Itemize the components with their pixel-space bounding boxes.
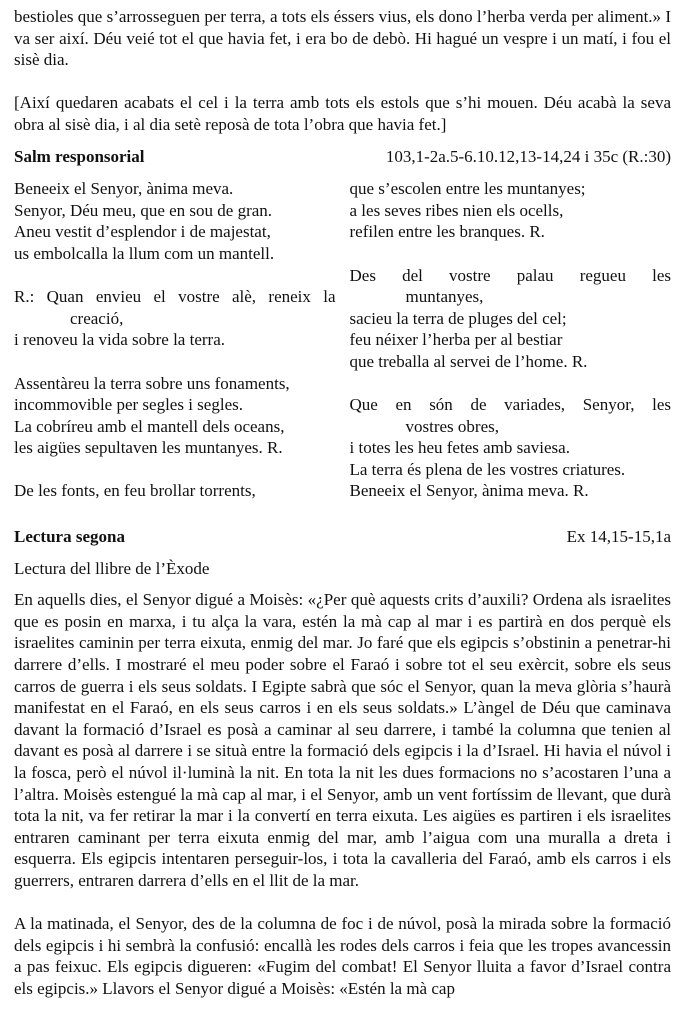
second-reading-paragraph: En aquells dies, el Senyor digué a Moisès: «¿Per què aquests crits d’auxili? Ordena als israelites que es posin en marxa, i tu alça la vara, estén la mà cap al mar i es partirà en dos perquè els israelites caminin per terra eixuta, enmig del mar. Jo faré que els egipcis s’obstinin a penetrar-hi darrere d’ells. I mostraré el meu poder sobre el Faraó i sobre tot el seu exèrcit, sobre els seus carros de guerra i els seus soldats. I Egipte sabrà que sóc el Senyor, quan la meva glòria s’haurà manifestat en el Faraó, en els seus carros i en els seus soldats.» L’àngel de Déu que caminava davant la formació d’Israel es posà a caminar al seu darrere, i també la columna que tenien al davant es posà al darrere i se situà entre la formació dels egipcis i la d’Israel. Hi havia el núvol i la fosca, però el núvol il·luminà la nit. En tota la nit les dues formacions no s’acostaren l’una a l’altra. Moisès estengué la mà cap al mar, i el Senyor, amb un vent fortíssim de llevant, que durà tota la nit, va fer retirar la mar i la convertí en terra eixuta. Les aigües es partiren i els israelites entraren caminant per terra eixuta enmig del mar, amb l’aigua com una muralla a dreta i esquerra. Els egipcis intentaren perseguir-los, i tota la cavalleria del Faraó, amb els carros i els guerrers, entraren darrera d’ells en el llit de la mar. (14, 590, 671, 890)
psalm-line: i renoveu la vida sobre la terra. (14, 330, 225, 350)
psalm-column-right (350, 178, 672, 502)
psalm-stanza-refrain (14, 286, 336, 351)
psalm-line: De les fonts, en feu brollar torrents, (14, 481, 256, 501)
psalm-line: us embolcalla la llum com un mantell. (14, 243, 275, 263)
psalm-line: creació, (70, 308, 124, 328)
psalm-line: Aneu vestit d’esplendor i de majestat, (14, 222, 271, 242)
psalm-stanza (350, 265, 672, 373)
second-reading-heading-row (14, 526, 671, 548)
psalm-line: muntanyes, (405, 287, 484, 307)
psalm-stanza (14, 373, 336, 459)
psalm-reference: 103,1-2a.5-6.10.12,13-14,24 i 35c (R.:30) (385, 146, 671, 166)
second-reading-source-line: Lectura del llibre de l’Èxode (14, 558, 210, 578)
psalm-heading: Salm responsorial (14, 146, 145, 166)
psalm-line: i totes les heu fetes amb saviesa. (349, 438, 570, 458)
psalm-column-left (14, 178, 336, 502)
psalm-line: Beneeix el Senyor, ànima meva. R. (349, 481, 589, 501)
intro-paragraph-bracketed: [Així quedaren acabats el cel i la terra amb tots els estols que s’hi mouen. Déu acabà la seva obra al sisè dia, i al dia setè reposà de tota l’obra que havia fet.] (14, 93, 671, 134)
psalm-line: refilen entre les branques. R. (349, 222, 545, 242)
psalm-line: Senyor, Déu meu, que en sou de gran. (14, 200, 273, 220)
intro-paragraph: bestioles que s’arrosseguen per terra, a tots els éssers vius, els dono l’herba verda per aliment.» I va ser així. Déu veié tot el que havia fet, i era bo de debò. Hi hagué un vespre i un matí, i fou el sisè dia. (14, 7, 671, 70)
psalm-line: vostres obres, (405, 416, 499, 436)
psalm-stanza (14, 480, 336, 502)
psalm-line: que s’escolen entre les muntanyes; (349, 179, 586, 199)
psalm-line: feu néixer l’herba per al bestiar (349, 330, 563, 350)
psalm-line: La terra és plena de les vostres criatures. (349, 459, 626, 479)
psalm-line: La cobríreu amb el mantell dels oceans, (14, 416, 285, 436)
second-reading-reference: Ex 14,15-15,1a (566, 527, 671, 547)
psalm-columns (14, 178, 671, 502)
second-reading-heading: Lectura segona (14, 527, 125, 547)
psalm-line: a les seves ribes nien els ocells, (349, 200, 564, 220)
psalm-stanza (14, 178, 336, 264)
psalm-line: Des del vostre palau regueu les (349, 265, 671, 285)
second-reading-paragraph: A la matinada, el Senyor, des de la columna de foc i de núvol, posà la mirada sobre la formació dels egipcis i hi sembrà la confusió: encallà les rodes dels carros i feia que les tropes avancessin a pas feixuc. Els egipcis digueren: «Fugim del combat! El Senyor lluita a favor d’Israel contra els egipcis.» Llavors el Senyor digué a Moisès: «Estén la mà cap (14, 914, 671, 998)
psalm-line: incommovible per segles i segles. (14, 395, 243, 415)
psalm-line: les aigües sepultaven les muntanyes. R. (14, 438, 283, 458)
psalm-stanza (350, 178, 672, 243)
psalm-heading-row (14, 146, 671, 168)
psalm-line: R.: Quan envieu el vostre alè, reneix la (14, 287, 336, 307)
psalm-line: que treballa al servei de l’home. R. (349, 351, 588, 371)
psalm-stanza (350, 394, 672, 502)
psalm-line: sacieu la terra de pluges del cel; (349, 308, 567, 328)
psalm-line: Que en són de variades, Senyor, les (349, 395, 671, 415)
psalm-line: Beneeix el Senyor, ànima meva. (14, 179, 234, 199)
psalm-line: Assentàreu la terra sobre uns fonaments, (14, 373, 290, 393)
